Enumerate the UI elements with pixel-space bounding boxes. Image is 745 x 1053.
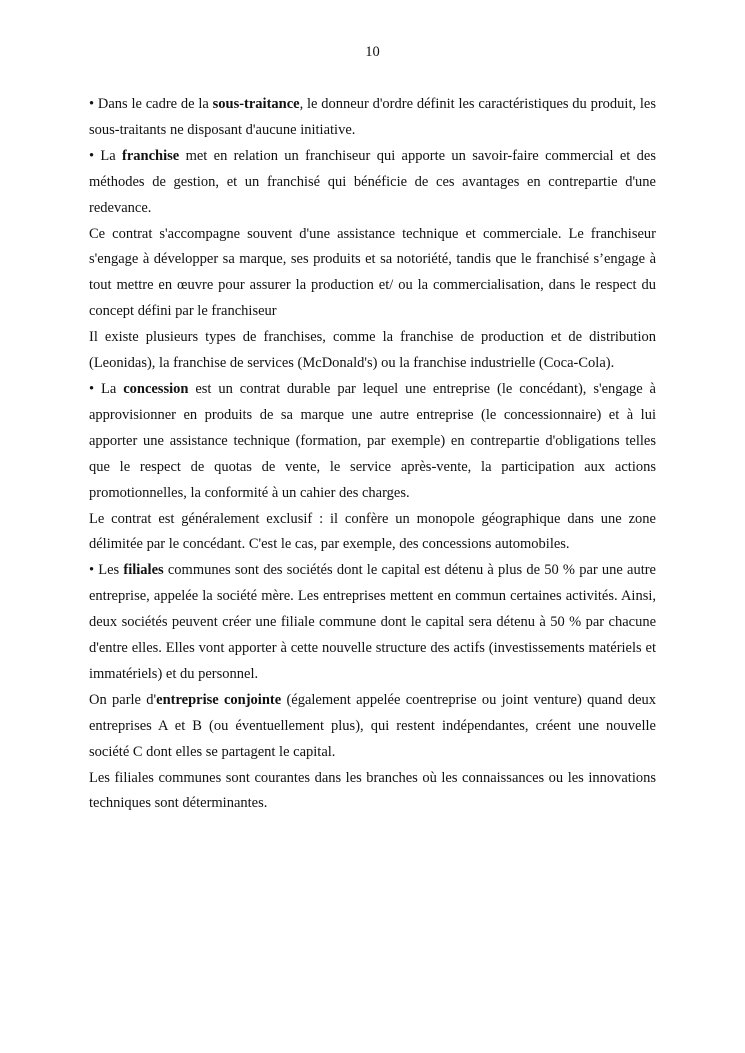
paragraph-text-lead: On parle d'	[89, 691, 157, 708]
paragraph-franchise	[89, 144, 656, 222]
paragraph-filiales	[89, 558, 656, 688]
document-body	[89, 92, 656, 817]
paragraph-text: met en relation un franchiseur qui apporte un savoir-faire commercial et des méthodes de gestion, et un franchisé qui bénéficie de ces avantages en contrepartie d'une redevance.	[89, 147, 656, 216]
term-sous-traitance: sous-traitance	[212, 96, 300, 112]
paragraph-text-lead: • La	[89, 147, 123, 164]
paragraph-sous-traitance	[89, 92, 656, 144]
paragraph-text-lead: • La	[89, 380, 124, 397]
paragraph-text-lead: • Les	[89, 562, 124, 579]
paragraph-franchise-contract: Ce contrat s'accompagne souvent d'une assistance technique et commerciale. Le franchiseur s'engage à développer sa marque, ses produits et sa notoriété, tandis que le franchisé s’engage à tout mettre en œuvre pour assurer la production et/ ou la commercialisation, dans le respect du concept défini par le franchiseur	[89, 225, 656, 320]
paragraph-entreprise-conjointe	[89, 688, 656, 766]
paragraph-concession	[89, 377, 656, 507]
paragraph-filiales-branches: Les filiales communes sont courantes dans les branches où les connaissances ou les innovations techniques sont déterminantes.	[89, 769, 656, 812]
paragraph-franchise-types: Il existe plusieurs types de franchises, comme la franchise de production et de distribution (Leonidas), la franchise de services (McDonald's) ou la franchise industrielle (Coca-Cola).	[89, 329, 656, 372]
paragraph-text: est un contrat durable par lequel une entreprise (le concédant), s'engage à approvisionner en produits de sa marque une autre entreprise (le concessionnaire) et à lui apporter une assistance technique (formation, par exemple) en contrepartie d'obligations telles que le respect de quotas de vente, le service après-vente, la participation aux actions promotionnelles, la conformité à un cahier des charges.	[89, 380, 656, 501]
term-filiales: filiales	[123, 562, 164, 579]
paragraph-exclusive-contract: Le contrat est généralement exclusif : il confère un monopole géographique dans une zone délimitée par le concédant. C'est le cas, par exemple, des concessions automobiles.	[89, 510, 656, 553]
paragraph-text: (également appelée coentreprise ou joint venture) quand deux entreprises A et B (ou éventuellement plus), qui restent indépendantes, créent une nouvelle société C dont elles se partagent le capital.	[89, 691, 657, 760]
page-number: 10	[365, 44, 380, 60]
term-franchise: franchise	[122, 147, 180, 164]
paragraph-text-lead: • Dans le cadre de la	[89, 96, 213, 112]
term-concession: concession	[123, 380, 189, 397]
paragraph-text: communes sont des sociétés dont le capital est détenu à plus de 50 % par une autre entreprise, appelée la société mère. Les entreprises mettent en commun certaines activités. Ainsi, deux sociétés peuvent créer une filiale commune dont le capital sera détenu à 50 % par chacune d'entre elles. Elles vont apporter à cette nouvelle structure des actifs (investissements matériels et immatériels) et du personnel.	[89, 562, 656, 682]
term-entreprise-conjointe: entreprise conjointe	[156, 691, 282, 708]
paragraph-text: , le donneur d'ordre définit les caractéristiques du produit, les sous-traitants ne disposant d'aucune initiative.	[89, 96, 656, 138]
